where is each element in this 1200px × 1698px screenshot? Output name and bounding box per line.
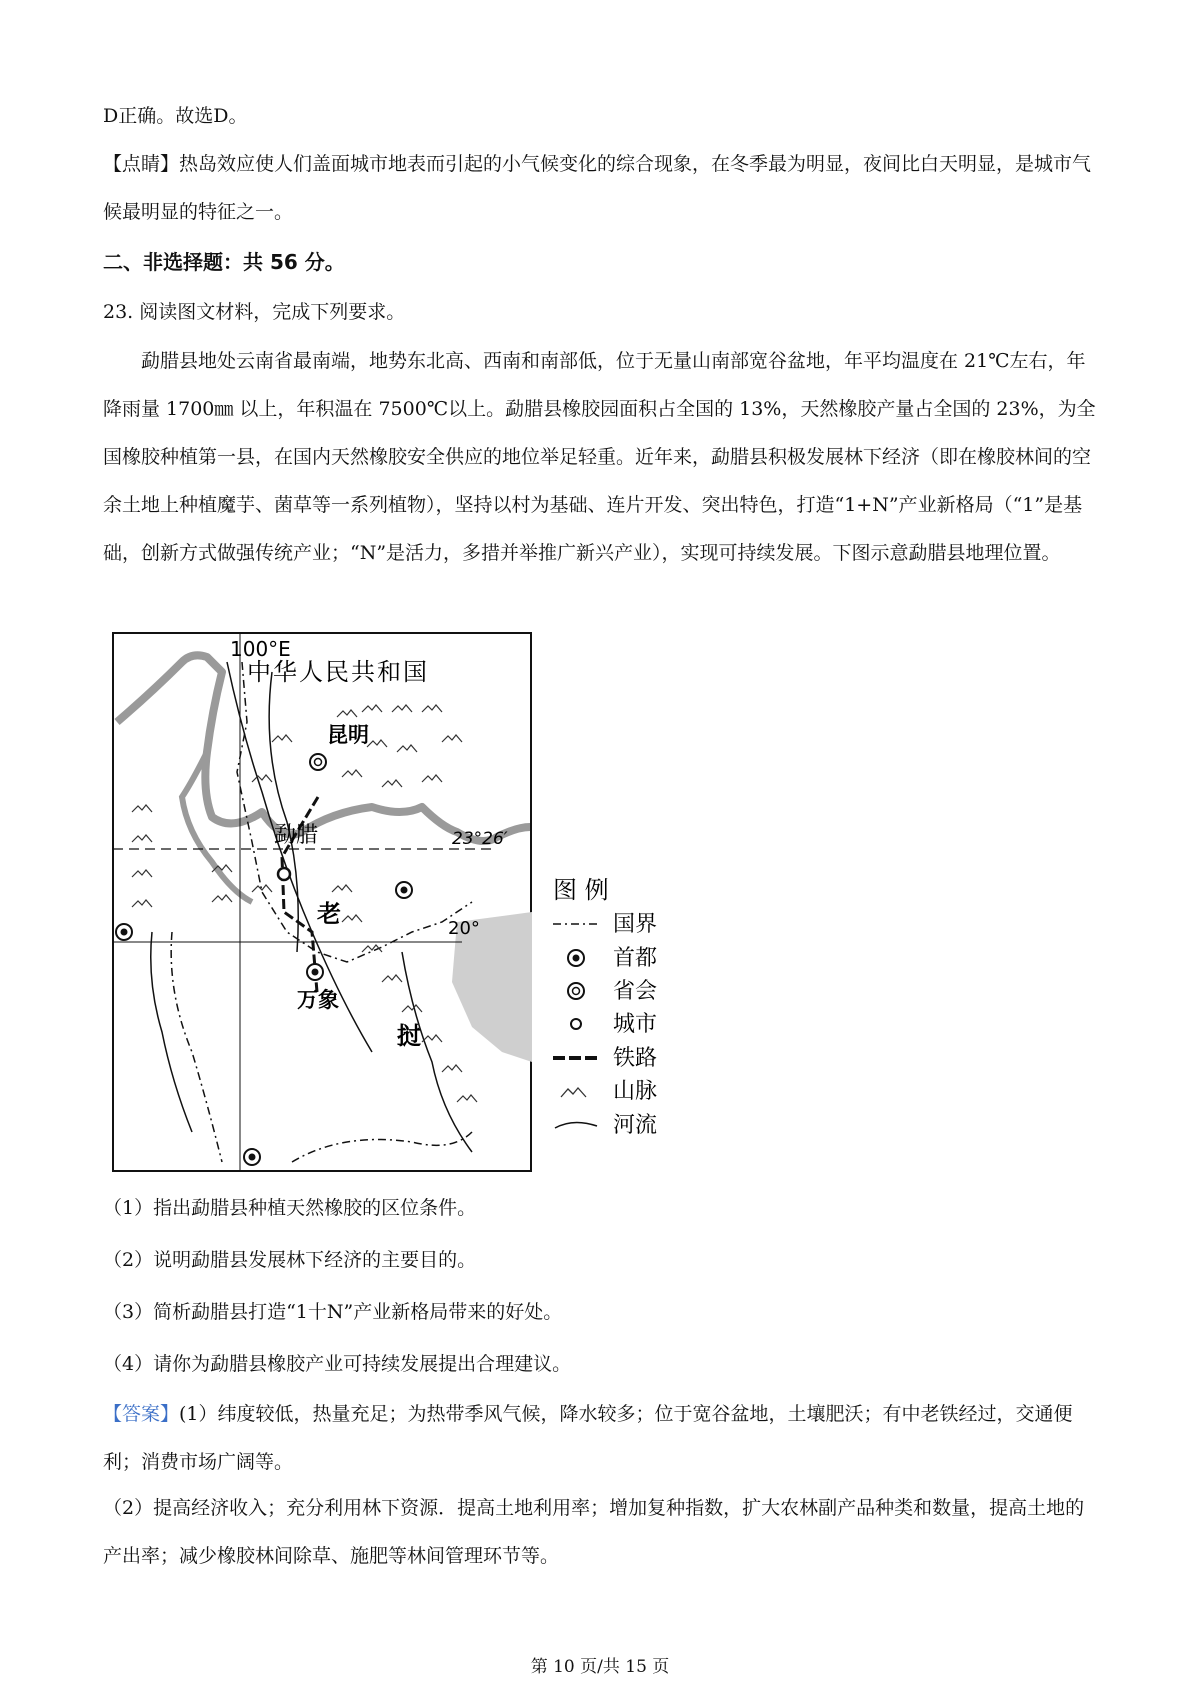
sub-question-2: （2）说明勐腊县发展林下经济的主要目的。	[103, 1249, 477, 1271]
answer-2: （2）提高经济收入；充分利用林下资源．提高土地利用率；增加复种指数，扩大农林副产品种类和数量，提高土地的产出率；减少橡胶林间除草、施肥等林间管理环节等。	[103, 1497, 1085, 1567]
mountain-symbol	[561, 1088, 586, 1097]
legend-capital: 首都	[613, 946, 658, 971]
longitude-label: 100°E	[230, 637, 291, 661]
latitude-label-tropic: 23°26′	[452, 829, 508, 849]
location-map	[112, 632, 532, 1172]
sub-question-4: （4）请你为勐腊县橡胶产业可持续发展提出合理建议。	[103, 1353, 572, 1375]
laos-label-1: 老	[317, 900, 341, 928]
legend-title: 图 例	[553, 876, 609, 904]
dianjing-text: 热岛效应使人们盖面城市地表而引起的小气候变化的综合现象，在冬季最为明显，夜间比白天明显，是城市气候最明显的特征之一。	[103, 153, 1092, 223]
answer-1-text: (1）纬度较低，热量充足；为热带季风气候，降水较多；位于宽谷盆地，土壤肥沃；有中老铁经过，交通便利；消费市场广阔等。	[103, 1403, 1073, 1473]
country-label: 中华人民共和国	[247, 658, 429, 686]
legend-mountain: 山脉	[613, 1079, 658, 1104]
laos-label-2: 挝	[397, 1022, 421, 1050]
page-footer: 第 10 页/共 15 页	[530, 1657, 670, 1677]
legend-provincial-capital: 省会	[613, 979, 658, 1004]
vientiane-marker	[307, 964, 323, 980]
dianjing-paragraph	[103, 140, 1100, 236]
capital-marker-2	[116, 924, 132, 940]
river-symbol	[555, 1122, 597, 1128]
dianjing-tag: 【点睛】	[103, 153, 180, 175]
legend-city: 城市	[613, 1012, 658, 1037]
material-passage: 勐腊县地处云南省最南端，地势东北高、西南和南部低，位于无量山南部宽谷盆地，年平均温度在 21℃左右，年降雨量 1700㎜ 以上，年积温在 7500℃以上。勐腊县橡胶园面积占全国的 13%，天然橡胶产量占全国的 23%，为全国橡胶种植第一县，在国内天然橡胶安全供应的地位举足轻重。近年来，勐腊县积极发展林下经济（即在橡胶林间的空余土地上种植魔芋、菌草等一系列植物），坚持以村为基础、连片开发、突出特色，打造“1+N”产业新格局（“1”是基础，创新方式做强传统产业；“N”是活力，多措并举推广新兴产业），实现可持续发展。下图示意勐腊县地理位置。	[103, 350, 1096, 564]
section-title: 二、非选择题：共 56 分。	[103, 250, 345, 274]
legend-railway: 铁路	[613, 1046, 658, 1071]
capital-marker-1	[396, 882, 412, 898]
map-legend	[553, 872, 683, 1172]
sub-question-1: （1）指出勐腊县种植天然橡胶的区位条件。	[103, 1197, 477, 1219]
answer-tag: 【答案】	[103, 1403, 180, 1425]
sub-question-3: （3）简析勐腊县打造“1十N”产业新格局带来的好处。	[103, 1301, 563, 1323]
kunming-label: 昆明	[327, 723, 369, 747]
vientiane-label: 万象	[297, 988, 339, 1012]
legend-border: 国界	[613, 912, 658, 937]
answer-1	[103, 1390, 1100, 1486]
legend-river: 河流	[613, 1113, 658, 1138]
answer-continuation: D正确。故选D。	[103, 105, 248, 127]
question-23-stem: 23. 阅读图文材料，完成下列要求。	[103, 301, 406, 323]
city-symbol	[571, 1019, 581, 1029]
mengla-label: 勐腊	[274, 823, 319, 848]
capital-marker-4	[244, 1149, 260, 1165]
kunming-marker	[310, 754, 326, 770]
provincial-capital-symbol	[568, 983, 584, 999]
latitude-label-20: 20°	[448, 918, 480, 939]
mengla-marker	[278, 868, 290, 880]
capital-symbol	[568, 950, 584, 966]
